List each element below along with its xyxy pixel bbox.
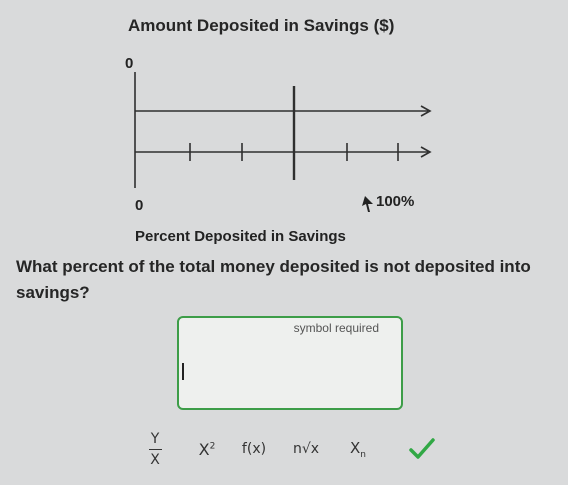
exponent-icon: $X^2$ (198, 439, 216, 459)
function-icon: f(x) (241, 441, 267, 457)
text-caret (182, 363, 184, 380)
nth-root-icon: n√x (292, 441, 320, 457)
bottom-axis-hundred-label: 100% (376, 193, 415, 210)
bottom-axis-zero-label: 0 (135, 197, 144, 214)
nth-root-button[interactable] (285, 428, 327, 470)
question-text: What percent of the total money deposited is not deposited into savings? (16, 257, 531, 302)
function-button[interactable] (234, 428, 274, 470)
bottom-axis-title: Percent Deposited in Savings (135, 228, 346, 245)
fraction-icon: $\frac{Y}{X}$ (150, 430, 160, 468)
checkmark-icon (408, 437, 436, 461)
math-toolbar (130, 428, 460, 470)
top-axis-zero-label: 0 (125, 55, 134, 72)
fraction-button[interactable] (140, 428, 170, 470)
diagram-title: Amount Deposited in Savings ($) (128, 16, 395, 35)
subscript-button[interactable] (342, 428, 374, 470)
exponent-button[interactable] (190, 428, 224, 470)
subscript-icon: $X_n$ (350, 438, 366, 460)
mouse-cursor-icon (362, 196, 373, 212)
answer-placeholder: symbol required (293, 321, 379, 335)
answer-input-box[interactable] (177, 316, 403, 410)
submit-button[interactable] (402, 428, 442, 470)
